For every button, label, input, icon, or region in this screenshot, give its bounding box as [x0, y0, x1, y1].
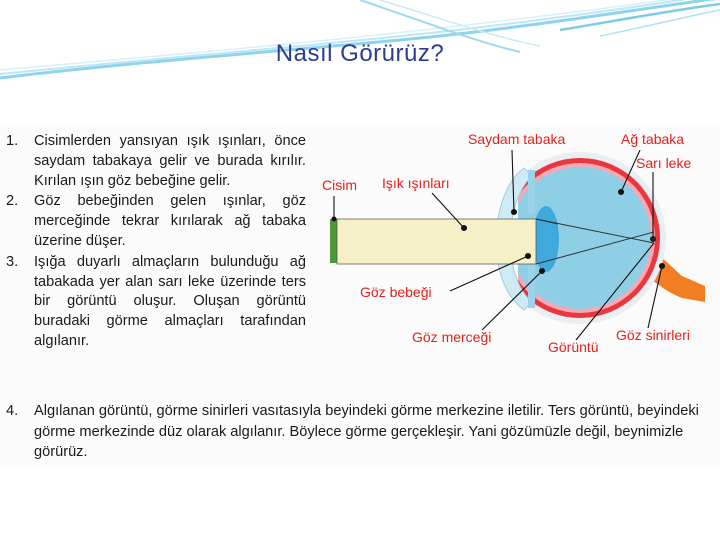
step-text: Algılanan görüntü, görme sinirleri vasıtasıyla beyindeki görme merkezine iletilir. Ters görüntü, beyindeki görme merkezinde düz olarak algılanır. Böylece görme gerçekleşir. Yani gözümüzle değil, beynimizle görürüz.: [34, 403, 699, 460]
step-number: 3.: [6, 253, 19, 270]
step-item: [6, 192, 306, 251]
eye-lens: [533, 206, 559, 272]
slide-title: Nasıl Görürüz?: [275, 40, 445, 67]
steps-list: [6, 132, 306, 353]
label-saydam-tabaka: Saydam tabaka: [468, 131, 566, 147]
step-text: Göz bebeğinden gelen ışınlar, göz merceğinde tekrar kırılarak ağ tabaka üzerine düşer.: [34, 193, 306, 249]
label-isik-isinlari: Işık ışınları: [382, 175, 450, 191]
step-item: [6, 132, 306, 191]
label-goz-bebegi: Göz bebeği: [360, 284, 432, 300]
iris: [528, 170, 535, 214]
step-item: [6, 253, 306, 352]
label-goz-sinirleri: Göz sinirleri: [616, 327, 690, 343]
step-number: 4.: [6, 403, 19, 419]
step-number: 2.: [6, 193, 19, 210]
step-number: 1.: [6, 133, 19, 149]
light-beam: [337, 219, 536, 264]
step-item: [6, 401, 716, 463]
label-sari-leke: Sarı leke: [636, 155, 692, 171]
step-text: Cisimlerden yansıyan ışık ışınları, önce saydam tabakaya gelir ve burada kırılır. Kırılan ışın göz bebeğine gelir.: [34, 133, 306, 189]
label-goruntu: Görüntü: [548, 339, 599, 355]
label-ag-tabaka: Ağ tabaka: [621, 131, 685, 147]
eye-diagram: [310, 126, 715, 366]
step-text: Işığa duyarlı almaçların bulunduğu ağ tabakada yer alan sarı leke üzerinde ters bir görüntü oluşur. Oluşan görüntü buradaki görme almaçları tarafından algılanır.: [34, 253, 306, 349]
label-cisim: Cisim: [322, 177, 357, 193]
object-cisim: [330, 219, 337, 263]
label-goz-mercegi: Göz merceği: [412, 329, 492, 345]
